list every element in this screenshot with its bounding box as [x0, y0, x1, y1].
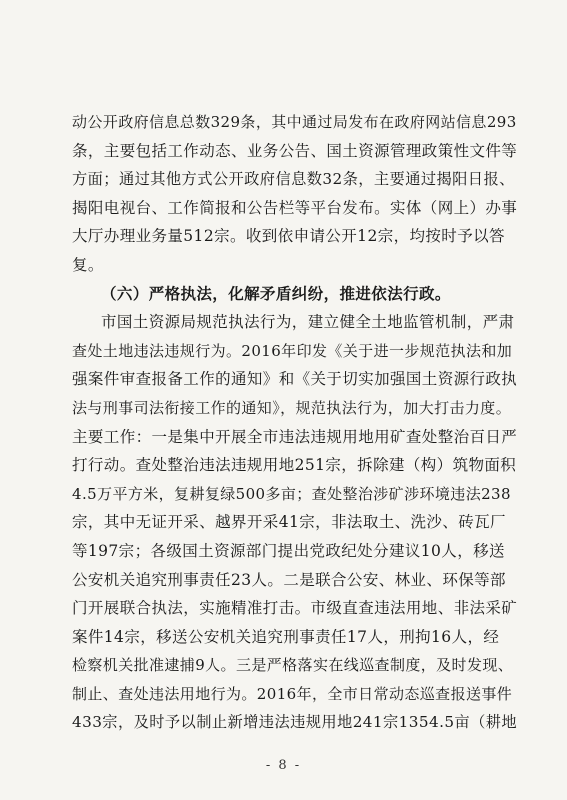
- text-line: 强案件审查报备工作的通知》和《关于切实加强国土资源行政执: [72, 370, 518, 389]
- text-line: 门开展联合执法，实施精准打击。市级直查违法用地、非法采矿: [72, 599, 518, 618]
- text-line: 条，主要包括工作动态、业务公告、国土资源管理政策性文件等: [72, 141, 518, 160]
- text-line: 433宗，及时予以制止新增违法违规用地241宗1354.5亩（耕地: [72, 713, 518, 732]
- text-line: 大厅办理业务量512宗。收到依申请公开12宗，均按时予以答: [72, 227, 505, 246]
- page-number: - 8 -: [265, 758, 302, 773]
- text-line: 动公开政府信息总数329条，其中通过局发布在政府网站信息293: [72, 113, 517, 131]
- text-line: 主要工作：一是集中开展全市违法违规用地用矿查处整治百日严: [72, 427, 518, 446]
- body-text: [72, 108, 518, 737]
- text-line: 方面；通过其他方式公开政府信息数32条，主要通过揭阳日报、: [72, 170, 515, 189]
- text-line: 公安机关追究刑事责任23人。二是联合公安、林业、环保等部: [72, 570, 506, 589]
- text-line: 检察机关批准逮捕9人。三是严格落实在线巡查制度，及时发现、: [72, 656, 514, 675]
- text-line: 打行动。查处整治违法违规用地251宗，拆除建（构）筑物面积: [72, 456, 517, 475]
- text-line: 查处土地违法违规行为。2016年印发《关于进一步规范执法和加: [72, 341, 513, 360]
- text-line: 制止、查处违法用地行为。2016年，全市日常动态巡查报送事件: [72, 684, 513, 703]
- text-line: 揭阳电视台、工作简报和公告栏等平台发布。实体（网上）办事: [72, 198, 518, 217]
- text-line: 复。: [72, 255, 104, 274]
- section-heading: （六）严格执法，化解矛盾纠纷，推进依法行政。: [101, 283, 451, 303]
- text-line: 4.5万平方米，复耕复绿500多亩；查处整治涉矿涉环境违法238: [72, 484, 511, 503]
- text-line: 案件14宗，移送公安机关追究刑事责任17人，刑拘16人，经: [72, 627, 500, 646]
- text-line: 法与刑事司法衔接工作的通知》，规范执法行为，加大打击力度。: [72, 398, 512, 417]
- text-line: 市国土资源局规范执法行为，建立健全土地监管机制，严肃: [101, 313, 515, 332]
- text-line: 宗，其中无证开采、越界开采41宗，非法取土、洗沙、砖瓦厂: [72, 513, 506, 532]
- text-line: 等197宗；各级国土资源部门提出党政纪处分建议10人，移送: [72, 541, 505, 560]
